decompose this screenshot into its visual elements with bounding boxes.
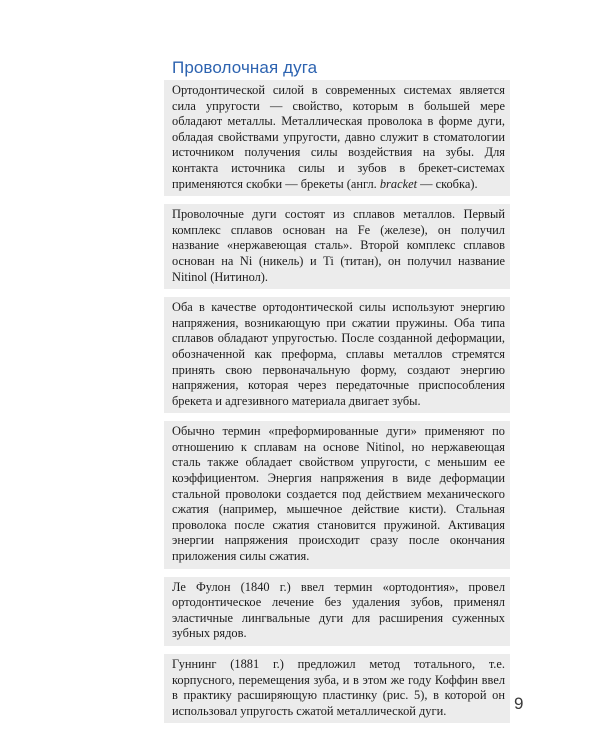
paragraph-2: Проволочные дуги состоят из сплавов металлов. Первый комплекс сплавов основан на Fe (железе), он получил название «нержавеющая сталь». Второй комплекс сплавов основан на Ni (никель) и Ti (титан), он получил название Nitinol (Нитинол). xyxy=(164,204,510,289)
paragraph-4: Обычно термин «преформированные дуги» применяют по отношению к сплавам на основе Nitinol, но нержавеющая сталь также обладает свойством упругости, с меньшим ее коэффициентом. Энергия напряжения в виде деформации стальной проволоки создается под действием механического сжатия (например, мышечное действие кисти). Стальная проволока после сжатия становится пружиной. Активация энергии напряжения происходит сразу после окончания приложения силы сжатия. xyxy=(164,421,510,568)
text-column xyxy=(164,80,510,731)
page-number: 9 xyxy=(514,694,524,713)
paragraph-5: Ле Фулон (1840 г.) ввел термин «ортодонтия», провел ортодонтическое лечение без удаления зубов, применял эластичные лингвальные дуги для расширения суженных зубных рядов. xyxy=(164,577,510,646)
paragraph-1: Ортодонтической силой в современных системах является сила упругости — свойство, которым в большей мере обладают металлы. Металлическая проволока в форме дуги, обладая свойствами упругости, давно служит в стоматологии источником получения силы воздействия на зубы. Для контакта источника силы и зубов в брекет-системах применяются скобки — брекеты (англ. bracket — скобка). xyxy=(164,80,510,196)
paragraph-3: Оба в качестве ортодонтической силы используют энергию напряжения, возникающую при сжатии пружины. Оба типа сплавов обладают упругостью. После созданной деформации, обозначенной как преформа, сплавы металлов стремятся принять свою первоначальную форму, создают энергию напряжения, которая через передаточные приспособления брекета и адгезивного материала двигает зубы. xyxy=(164,297,510,413)
italic-term: bracket xyxy=(379,176,418,191)
paragraph-6: Гуннинг (1881 г.) предложил метод тотального, т.е. корпусного, перемещения зуба, и в этом же году Коффин ввел в практику расширяющую пластинку (рис. 5), в которой он использовал упругость сжатой металлической дуги. xyxy=(164,654,510,723)
section-heading: Проволочная дуга xyxy=(172,58,318,77)
